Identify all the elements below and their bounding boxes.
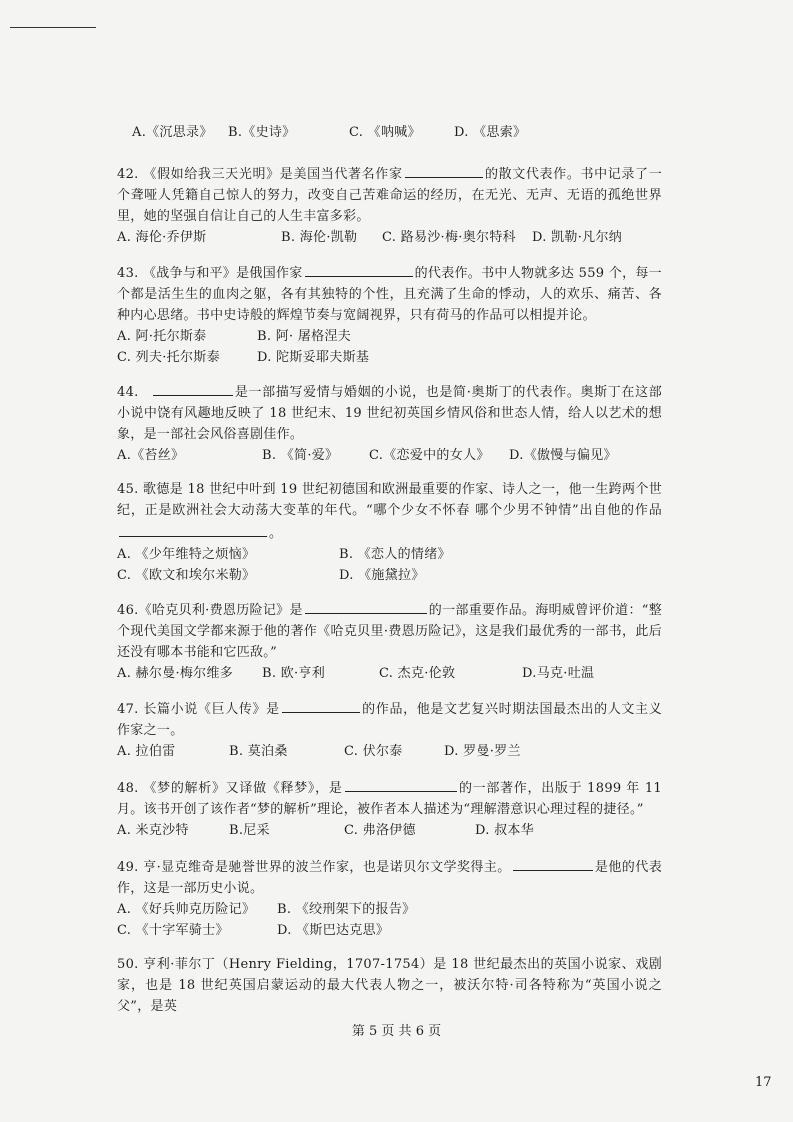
question-stem: [117, 261, 662, 326]
stem-post: 的作品，他是文艺复兴时期法国最杰出的人文主义作家之一。: [117, 702, 662, 738]
question-stem: [117, 598, 662, 663]
stem-pre: 46.《哈克贝利·费恩历险记》是: [117, 603, 303, 618]
option-d: D. 《施黛拉》: [339, 568, 425, 583]
option-d: D. 凯勒·凡尔纳: [532, 230, 623, 245]
answer-blank: [345, 776, 457, 792]
option-d: D. 叔本华: [475, 823, 535, 838]
option-a: A. 海伦·乔伊斯: [117, 230, 207, 245]
question-number: 44.: [117, 385, 139, 400]
question-44: [117, 380, 662, 466]
options-row: [117, 227, 662, 248]
answer-blank: [305, 598, 427, 614]
stem-pre: 43. 《战争与和平》是俄国作家: [117, 266, 303, 281]
stem-post: 是他的代表作，这是一部历史小说。: [117, 860, 662, 896]
question-stem: [117, 776, 662, 820]
option-d: D. 《斯巴达克思》: [277, 923, 390, 938]
question-41: [117, 122, 662, 143]
stem-pre: 45. 歌德是 18 世纪中叶到 19 世纪初德国和欧洲最重要的作家、诗人之一，他一生跨两个世纪，正是欧洲社会大动荡大变革的年代。“哪个少女不怀春 哪个少男不钟情”出自他的作品: [117, 482, 662, 518]
option-d: D. 陀斯妥耶夫斯基: [257, 350, 370, 365]
question-stem: [117, 380, 662, 445]
option-a: A.《苔丝》: [117, 448, 185, 463]
question-46: [117, 598, 662, 684]
answer-blank: [405, 162, 483, 178]
option-a: A. 阿·托尔斯泰: [117, 329, 207, 344]
option-c: C. 路易沙·梅·奥尔特科: [382, 230, 516, 245]
option-b: B.《史诗》: [228, 125, 296, 140]
option-a: A. 赫尔曼·梅尔维多: [117, 666, 234, 681]
answer-blank: [282, 697, 360, 713]
option-b: B.尼采: [229, 823, 270, 838]
option-c: C. 《欧文和埃尔米勒》: [117, 568, 256, 583]
stem-pre: 49. 亨·显克维奇是驰誉世界的波兰作家，也是诺贝尔文学奖得主。: [117, 860, 511, 875]
answer-blank: [119, 521, 267, 537]
answer-blank: [153, 380, 233, 396]
options-row: [117, 565, 662, 586]
question-42: [117, 162, 662, 248]
options-row: [117, 445, 662, 466]
stem-post: 的一部重要作品。海明威曾评价道：“整个现代美国文学都来源于他的著作《哈克贝里·费恩历险记》，这是我们最优秀的一部书，此后还没有哪本书能和它匹敌。”: [117, 603, 663, 660]
options-row: [117, 920, 662, 941]
stem-post: 的一部著作，出版于 1899 年 11 月。该书开创了该作者“梦的解析”理论，被作者本人描述为“理解潜意识心理过程的捷径。”: [117, 781, 662, 817]
options-row: [117, 122, 662, 143]
option-b: B. 海伦·凯勒: [281, 230, 358, 245]
stem-post: 的代表作。书中人物就多达 559 个，每一个都是活生生的血肉之躯，各有其独特的个性，且充满了生命的悸动，人的欢乐、痛苦、各种内心思绪。书中史诗般的辉煌节奏与宽阔视界，只有荷马的作品可以相提并论。: [117, 266, 662, 323]
question-43: [117, 261, 662, 368]
top-edge-rule: [10, 27, 96, 28]
corner-page-number: 17: [755, 1075, 772, 1090]
option-a: A. 《好兵帅克历险记》: [117, 902, 256, 917]
option-d: D.马克·吐温: [522, 666, 595, 681]
stem-pre: 47. 长篇小说《巨人传》是: [117, 702, 280, 717]
option-d: D. 罗曼·罗兰: [444, 744, 521, 759]
option-c: C. 《十字军骑士》: [117, 923, 229, 938]
option-b: B. 莫泊桑: [229, 744, 288, 759]
question-stem: 50. 亨利·菲尔丁（Henry Fielding，1707-1754）是 18 世纪最杰出的英国小说家、戏剧家，也是 18 世纪英国启蒙运动的最大代表人物之一，被沃尔特·司各特称为“英国小说之父”，是英: [117, 957, 662, 1014]
option-b: B. 《绞刑架下的报告》: [277, 902, 416, 917]
option-a: A. 拉伯雷: [117, 744, 176, 759]
option-d: D.《傲慢与偏见》: [509, 448, 617, 463]
options-row: [117, 741, 662, 762]
options-row: [117, 347, 662, 368]
option-c: C. 《呐喊》: [349, 125, 421, 140]
question-49: [117, 855, 662, 941]
stem-pre: 42. 《假如给我三天光明》是美国当代著名作家: [117, 167, 403, 182]
option-b: B. 《简·爱》: [262, 448, 339, 463]
answer-blank: [305, 261, 413, 277]
stem-post: 。: [269, 526, 283, 541]
option-c: C. 杰克·伦敦: [379, 666, 456, 681]
options-row: [117, 663, 662, 684]
page-footer: 第 5 页 共 6 页: [351, 1024, 442, 1039]
option-c: C. 伏尔泰: [344, 744, 403, 759]
question-48: [117, 776, 662, 841]
option-b: B. 《恋人的情绪》: [339, 547, 451, 562]
option-d: D. 《思索》: [454, 125, 527, 140]
options-row: [117, 899, 662, 920]
answer-blank: [513, 855, 593, 871]
stem-pre: 48. 《梦的解析》又译做《释梦》，是: [117, 781, 343, 796]
option-a: A. 《少年维特之烦恼》: [117, 547, 256, 562]
option-b: B. 阿· 屠格涅夫: [257, 329, 352, 344]
question-50: [117, 954, 662, 1017]
question-stem: [117, 479, 662, 544]
question-stem: [117, 162, 662, 227]
option-c: C.《恋爱中的女人》: [369, 448, 490, 463]
options-row: [117, 326, 662, 347]
stem-post: 的散文代表作。书中记录了一个聋哑人凭籍自己惊人的努力，改变自己苦难命运的经历，在无光、无声、无语的孤绝世界里，她的坚强自信让自己的人生丰富多彩。: [117, 167, 662, 224]
question-47: [117, 697, 662, 762]
option-c: C. 弗洛伊德: [344, 823, 416, 838]
option-b: B. 欧·亨利: [262, 666, 326, 681]
question-45: [117, 479, 662, 586]
options-row: [117, 820, 662, 841]
question-stem: [117, 697, 662, 741]
option-a: A. 米克沙特: [117, 823, 189, 838]
question-stem: [117, 855, 662, 899]
option-a: A.《沉思录》: [132, 125, 213, 140]
option-c: C. 列夫·托尔斯泰: [117, 350, 220, 365]
options-row: [117, 544, 662, 565]
stem-post: 是一部描写爱情与婚姻的小说，也是简·奥斯丁的代表作。奥斯丁在这部小说中饶有风趣地反映了 18 世纪末、19 世纪初英国乡情风俗和世态人情，给人以艺术的想象，是一部社会风俗喜剧佳作。: [117, 385, 662, 442]
